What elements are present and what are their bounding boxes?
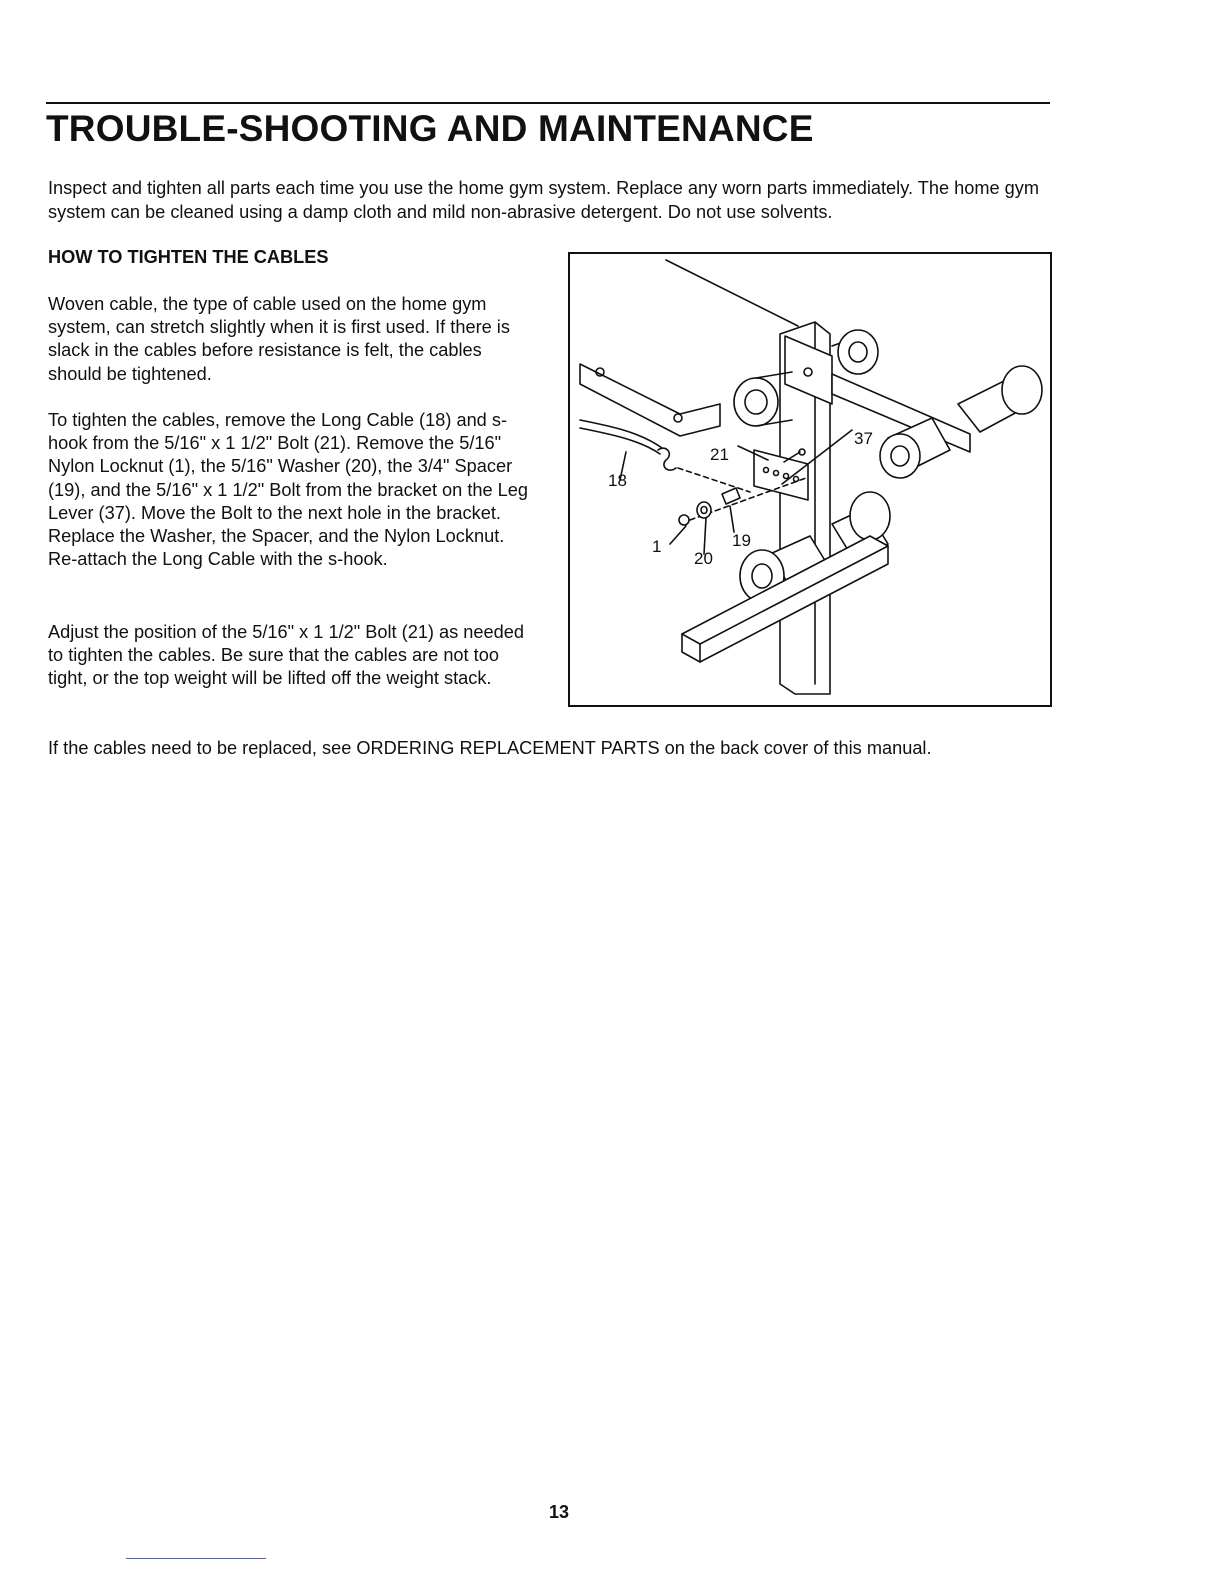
- closing-paragraph: If the cables need to be replaced, see ORDERING REPLACEMENT PARTS on the back cover of this manual.: [48, 738, 932, 758]
- bench-edge: [666, 260, 798, 326]
- washer: [697, 502, 711, 518]
- roller-right-far: [1002, 366, 1042, 414]
- callout-18: 18: [608, 471, 627, 490]
- roller-right-near: [880, 434, 920, 478]
- section-heading: HOW TO TIGHTEN THE CABLES: [48, 247, 329, 267]
- nylon-locknut: [679, 515, 689, 525]
- footer-line: [126, 1558, 266, 1559]
- callout-19: 19: [732, 531, 751, 550]
- page-title: TROUBLE-SHOOTING AND MAINTENANCE: [46, 108, 814, 149]
- spacer: [722, 488, 740, 504]
- title-rule: [46, 102, 1050, 104]
- leg-lever-illustration: [570, 254, 1050, 705]
- long-cable: [580, 428, 660, 454]
- callout-20: 20: [694, 549, 713, 568]
- paragraph-tighten-steps: To tighten the cables, remove the Long Cable (18) and s-hook from the 5/16" x 1 1/2" Bolt (21). Remove the 5/16" Nylon Locknut (1), the 5/16" Washer (20), the 3/4" Spacer (19), and the 5/16" x 1 1/2" Bolt from the bracket on the Leg Lever (37). Move the Bolt to the next hole in the bracket. Replace the Washer, the Spacer, and the Nylon Locknut. Re-attach the Long Cable with the s-hook.: [48, 410, 529, 570]
- callout-37: 37: [854, 429, 873, 448]
- roller-lower-right: [850, 492, 890, 540]
- page-number: 13: [548, 1502, 570, 1522]
- intro-paragraph: Inspect and tighten all parts each time you use the home gym system. Replace any worn parts immediately. The home gym system can be cleaned using a damp cloth and mild non-abrasive detergent. Do not use solvents.: [48, 178, 1040, 222]
- roller-top-right: [838, 330, 878, 374]
- callout-1: 1: [652, 537, 662, 556]
- paragraph-adjust-bolt: Adjust the position of the 5/16" x 1 1/2" Bolt (21) as needed to tighten the cables. Be sure that the cables are not too tight, or the top weight will be lifted off the weight stack.: [48, 622, 524, 689]
- leg-lever-diagram: [568, 252, 1052, 707]
- s-hook: [658, 448, 676, 470]
- paragraph-cable-stretch: Woven cable, the type of cable used on the home gym system, can stretch slightly when it is first used. If there is slack in the cables before resistance is felt, the cables should be tightened.: [48, 294, 510, 384]
- callout-21: 21: [710, 445, 729, 464]
- roller-top-left: [734, 378, 778, 426]
